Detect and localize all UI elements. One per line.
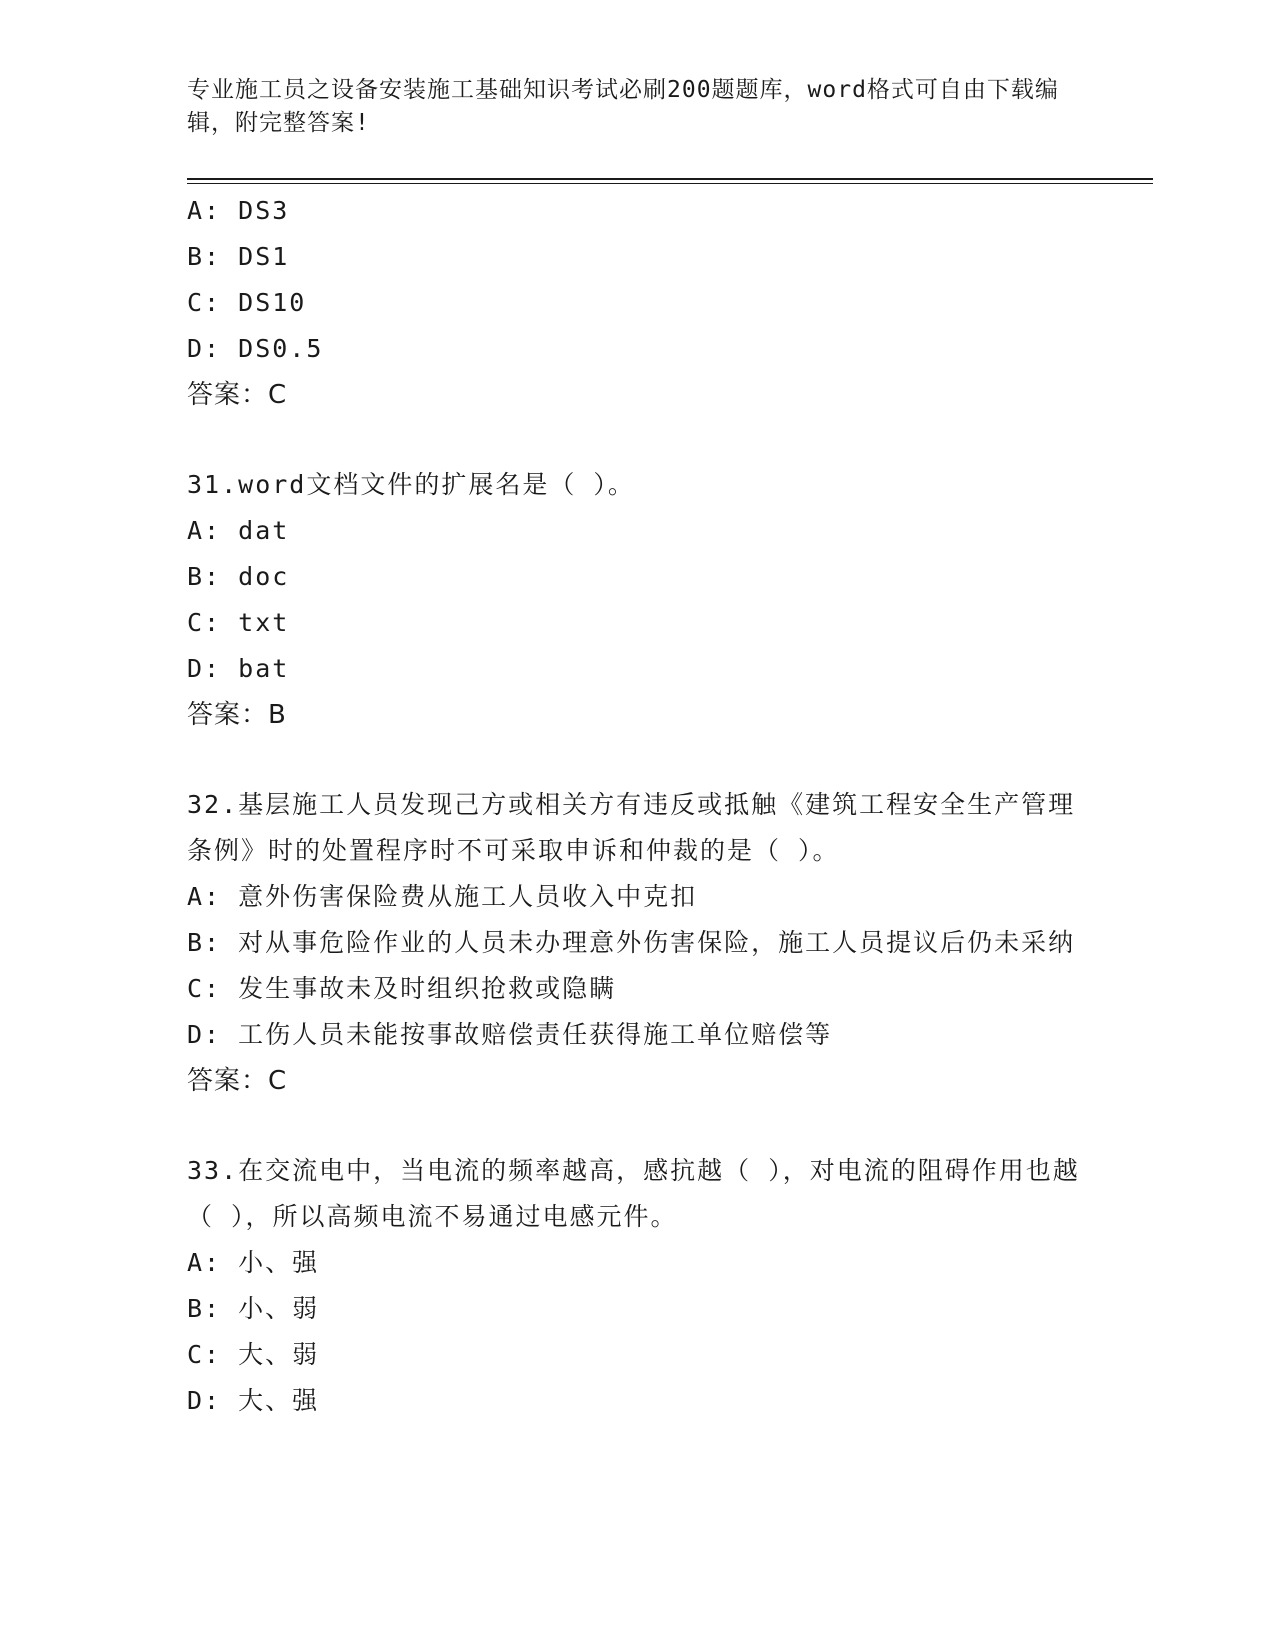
header-divider — [187, 178, 1153, 180]
answer-line: 答案：C — [187, 380, 288, 410]
question-stem: 33.在交流电中，当电流的频率越高，感抗越（ ），对电流的阻碍作用也越（ ），所以高频电流不易通过电感元件。 — [187, 1156, 1080, 1231]
option-c: C: DS10 — [187, 288, 307, 317]
option-c: C: 发生事故未及时组织抢救或隐瞒 — [187, 974, 617, 1003]
option-a: A: DS3 — [187, 196, 290, 225]
option-b: B: doc — [187, 562, 290, 591]
option-c: C: 大、弱 — [187, 1340, 320, 1369]
option-d: D: 工伤人员未能按事故赔偿责任获得施工单位赔偿等 — [187, 1020, 833, 1049]
option-b: B: DS1 — [187, 242, 290, 271]
option-a: A: 意外伤害保险费从施工人员收入中克扣 — [187, 882, 698, 911]
option-d: D: DS0.5 — [187, 334, 324, 363]
page-header: 专业施工员之设备安装施工基础知识考试必刷200题题库，word格式可自由下载编辑，附完整答案! — [187, 77, 1059, 136]
answer-line: 答案：B — [187, 700, 287, 730]
question-30-continuation — [187, 188, 1087, 418]
question-stem: 31.word文档文件的扩展名是（ ）。 — [187, 470, 635, 499]
question-33 — [187, 1148, 1087, 1424]
question-stem: 32.基层施工人员发现己方或相关方有违反或抵触《建筑工程安全生产管理条例》时的处置程序时不可采取申诉和仲裁的是（ ）。 — [187, 790, 1076, 865]
question-31 — [187, 462, 1087, 738]
option-b: B: 小、弱 — [187, 1294, 320, 1323]
question-32 — [187, 782, 1087, 1104]
answer-line: 答案：C — [187, 1066, 288, 1096]
option-d: D: bat — [187, 654, 290, 683]
option-d: D: 大、强 — [187, 1386, 320, 1415]
option-c: C: txt — [187, 608, 290, 637]
option-a: A: 小、强 — [187, 1248, 320, 1277]
header-divider-thin — [187, 183, 1153, 184]
question-content — [187, 188, 1087, 1424]
option-b: B: 对从事危险作业的人员未办理意外伤害保险，施工人员提议后仍未采纳 — [187, 928, 1076, 957]
option-a: A: dat — [187, 516, 290, 545]
